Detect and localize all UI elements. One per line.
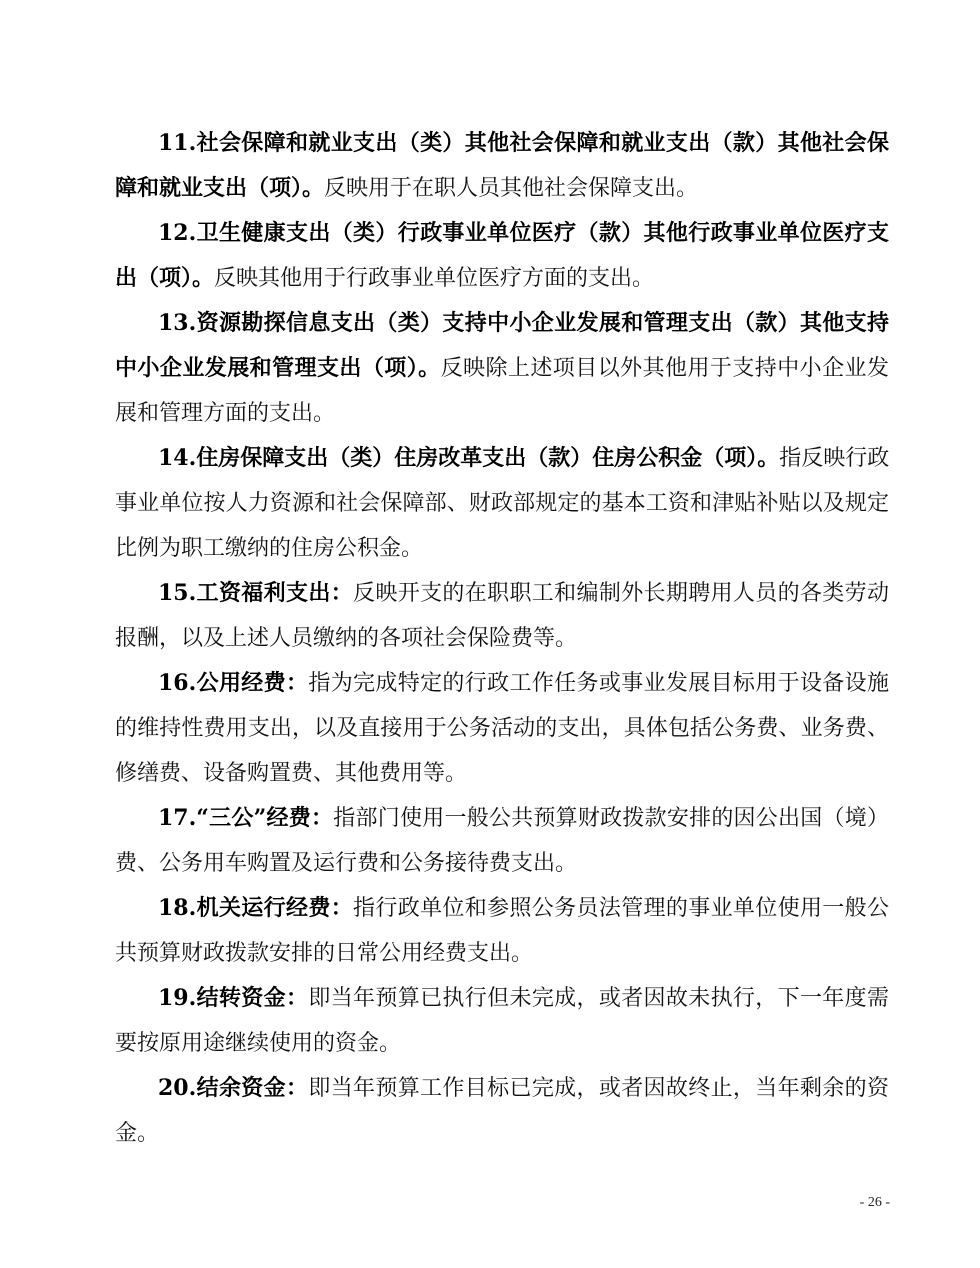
text-line [115, 121, 889, 166]
text-line [115, 796, 889, 841]
paragraph-item [115, 976, 889, 1066]
text-line [115, 211, 889, 256]
text-line [115, 931, 889, 976]
text-line [115, 976, 889, 1021]
text-line [115, 841, 889, 886]
paragraph-item [115, 571, 889, 661]
body-text: 比例为职工缴纳的住房公积金。 [115, 536, 424, 561]
text-line [115, 706, 889, 751]
term-heading: 11.社会保障和就业支出（类）其他社会保障和就业支出（款）其他社会保 [158, 130, 889, 156]
text-line [115, 391, 889, 436]
body-text: 金。 [115, 1121, 160, 1146]
text-line [115, 481, 889, 526]
paragraph-item [115, 121, 889, 211]
term-heading: 19.结转资金： [158, 985, 309, 1011]
body-text: 费、公务用车购置及运行费和公务接待费支出。 [115, 851, 578, 876]
term-heading: 12.卫生健康支出（类）行政事业单位医疗（款）其他行政事业单位医疗支 [158, 220, 889, 246]
paragraph-item [115, 436, 889, 571]
body-text: 的维持性费用支出，以及直接用于公务活动的支出，具体包括公务费、业务费、 [115, 716, 889, 741]
body-text: 指行政单位和参照公务员法管理的事业单位使用一般公 [353, 896, 889, 921]
term-heading: 17.“三公”经费： [158, 805, 334, 831]
text-line [115, 1111, 889, 1156]
term-heading: 14.住房保障支出（类）住房改革支出（款）住房公积金（项）。 [158, 445, 780, 471]
term-heading: 18.机关运行经费： [158, 895, 354, 921]
body-text: 反映用于在职人员其他社会保障支出。 [324, 176, 699, 201]
body-text: 指部门使用一般公共预算财政拨款安排的因公出国（境） [333, 806, 889, 831]
paragraph-item [115, 796, 889, 886]
text-line [115, 166, 889, 211]
body-text: 报酬，以及上述人员缴纳的各项社会保险费等。 [115, 626, 578, 651]
paragraph-item [115, 1066, 889, 1156]
text-line [115, 256, 889, 301]
text-line [115, 346, 889, 391]
term-heading: 中小企业发展和管理支出（项）。 [115, 355, 441, 381]
document-body [115, 121, 889, 1156]
term-heading: 15.工资福利支出： [158, 580, 354, 606]
body-text: 反映开支的在职职工和编制外长期聘用人员的各类劳动 [353, 581, 889, 606]
text-line [115, 1021, 889, 1066]
text-line [115, 661, 889, 706]
body-text: 事业单位按人力资源和社会保障部、财政部规定的基本工资和津贴补贴以及规定 [115, 491, 889, 516]
term-heading: 障和就业支出（项）。 [115, 175, 325, 201]
body-text: 修缮费、设备购置费、其他费用等。 [115, 761, 468, 786]
term-heading: 13.资源勘探信息支出（类）支持中小企业发展和管理支出（款）其他支持 [158, 310, 889, 336]
page-number: - 26 - [859, 1195, 890, 1210]
term-heading: 16.公用经费： [158, 670, 309, 696]
term-heading: 20.结余资金： [158, 1075, 309, 1101]
body-text: 即当年预算工作目标已完成，或者因故终止，当年剩余的资 [308, 1076, 889, 1101]
body-text: 展和管理方面的支出。 [115, 401, 336, 426]
text-line [115, 886, 889, 931]
text-line [115, 616, 889, 661]
body-text: 要按原用途继续使用的资金。 [115, 1031, 402, 1056]
body-text: 即当年预算已执行但未完成，或者因故未执行，下一年度需 [308, 986, 889, 1011]
body-text: 反映除上述项目以外其他用于支持中小企业发 [440, 356, 889, 381]
paragraph-item [115, 301, 889, 436]
term-heading: 出（项）。 [115, 265, 215, 291]
text-line [115, 1066, 889, 1111]
paragraph-item [115, 661, 889, 796]
text-line [115, 571, 889, 616]
text-line [115, 301, 889, 346]
text-line [115, 526, 889, 571]
text-line [115, 751, 889, 796]
paragraph-item [115, 211, 889, 301]
text-line [115, 436, 889, 481]
body-text: 指反映行政 [779, 446, 889, 471]
paragraph-item [115, 886, 889, 976]
body-text: 反映其他用于行政事业单位医疗方面的支出。 [214, 266, 655, 291]
body-text: 共预算财政拨款安排的日常公用经费支出。 [115, 941, 534, 966]
body-text: 指为完成特定的行政工作任务或事业发展目标用于设备设施 [308, 671, 889, 696]
